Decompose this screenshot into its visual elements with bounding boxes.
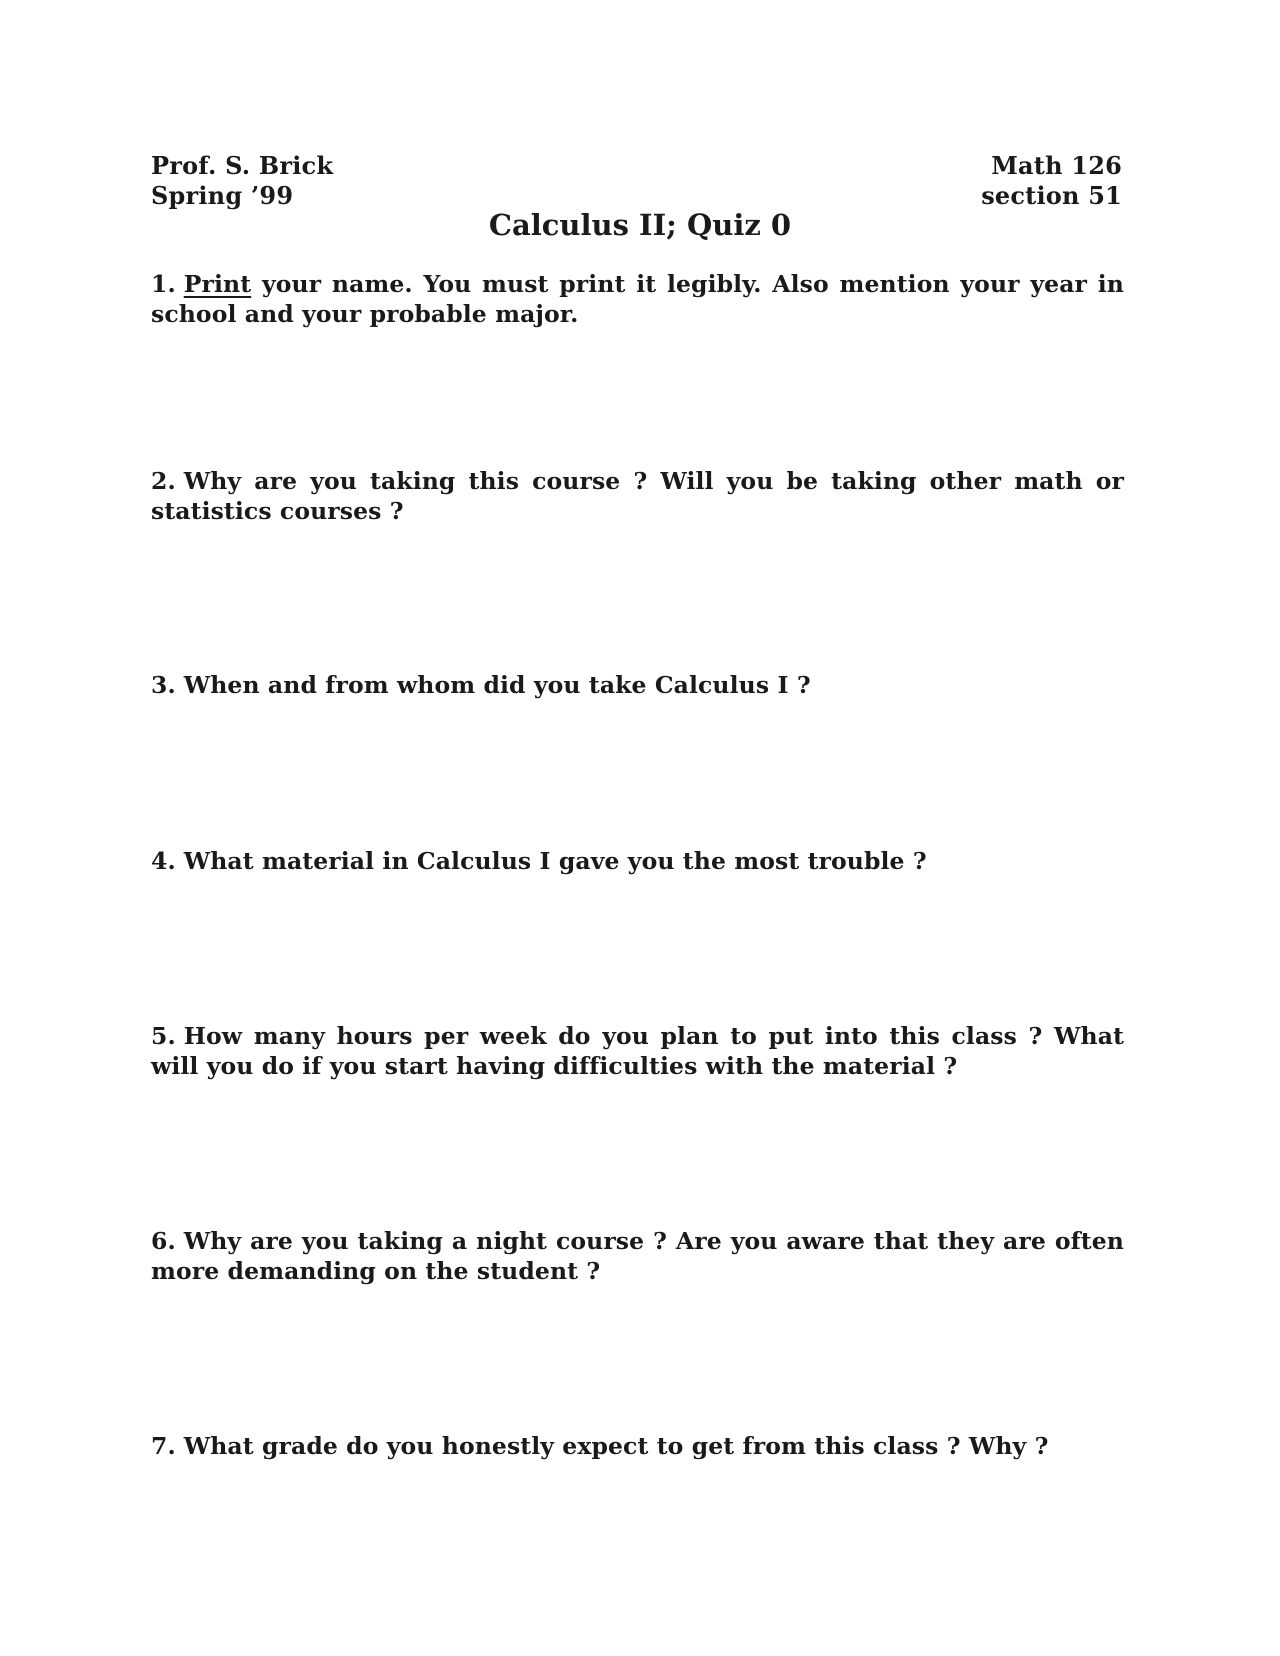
term: Spring ’99 bbox=[151, 181, 294, 210]
question-text: Why are you taking this course ? Will you be taking other math or statistics courses ? bbox=[151, 467, 1124, 525]
question-number: 6. bbox=[151, 1227, 176, 1255]
course-number: Math 126 bbox=[991, 151, 1122, 180]
question-text: What grade do you honestly expect to get from this class ? Why ? bbox=[183, 1432, 1049, 1460]
question-text: your name. You must print it legibly. Also mention your year in school and your probable major. bbox=[151, 270, 1124, 328]
question-2 bbox=[151, 466, 1124, 526]
question-emphasis: Print bbox=[183, 270, 252, 298]
question-3 bbox=[151, 670, 1124, 700]
question-5 bbox=[151, 1021, 1124, 1081]
section-number: section 51 bbox=[981, 181, 1122, 210]
question-number: 2. bbox=[151, 467, 176, 495]
question-number: 5. bbox=[151, 1022, 176, 1050]
question-number: 3. bbox=[151, 671, 176, 699]
question-1 bbox=[151, 269, 1124, 329]
question-number: 7. bbox=[151, 1432, 176, 1460]
question-number: 4. bbox=[151, 847, 176, 875]
page-title: Calculus II; Quiz 0 bbox=[488, 208, 792, 242]
question-number: 1. bbox=[151, 270, 176, 298]
professor-name: Prof. S. Brick bbox=[151, 151, 334, 180]
question-text: How many hours per week do you plan to put into this class ? What will you do if you start having difficulties with the material ? bbox=[151, 1022, 1124, 1080]
question-7 bbox=[151, 1431, 1124, 1461]
question-text: When and from whom did you take Calculus I ? bbox=[183, 671, 811, 699]
question-text: What material in Calculus I gave you the most trouble ? bbox=[183, 847, 927, 875]
question-6 bbox=[151, 1226, 1124, 1286]
question-4 bbox=[151, 846, 1124, 876]
question-text: Why are you taking a night course ? Are you aware that they are often more demanding on the student ? bbox=[151, 1227, 1124, 1285]
header-left bbox=[151, 151, 333, 211]
header-right bbox=[981, 151, 1122, 211]
